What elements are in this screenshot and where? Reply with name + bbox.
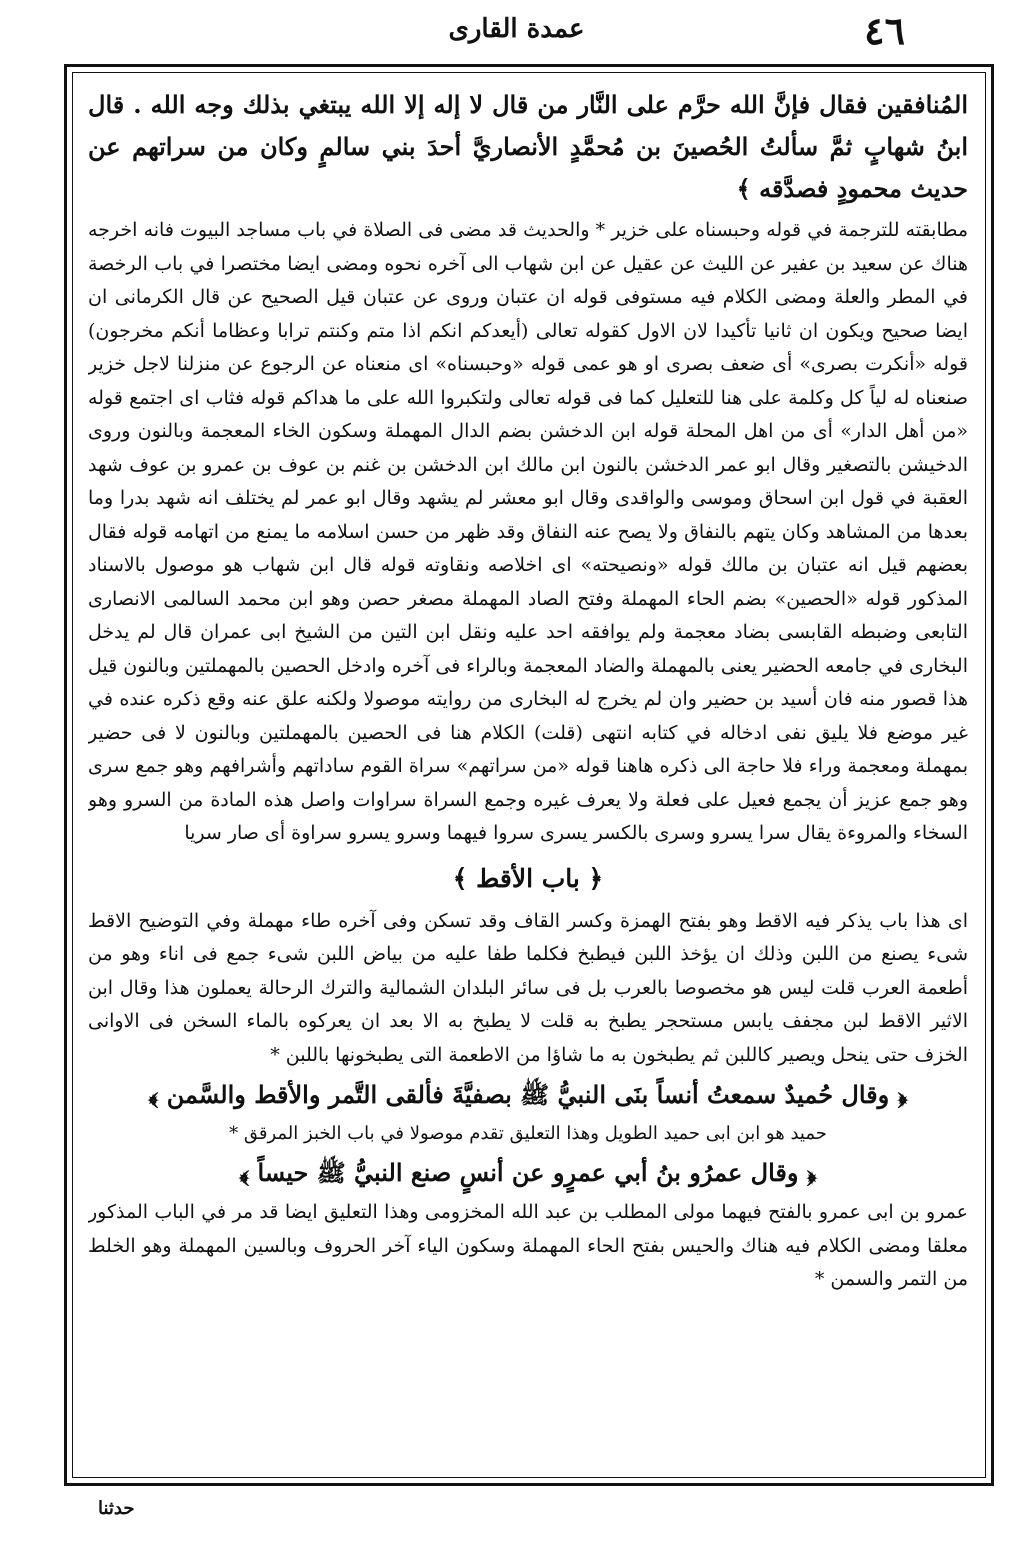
chapter-heading: ﴿ باب الأقط ﴾: [452, 863, 604, 893]
commentary-3: عمرو بن ابى عمرو بالفتح فيهما مولى المطلب بن عبد الله المخزومى وهذا التعليق ايضا قد مر في الباب المذكور معلقا ومضى الكلام فيه هناك والحيس بفتح الحاء المهملة وسكون الياء آخر الحروف وبالسين المهملة وهو الخلط من التمر والسمن *: [88, 1201, 968, 1290]
commentary-1: مطابقته للترجمة في قوله وحبسناه على خزير * والحديث قد مضى فى الصلاة في باب مساجد البيوت فانه اخرجه هناك عن سعيد بن عفير عن الليث عن عقيل عن ابن شهاب الى آخره نحوه ومضى ايضا مختصرا في باب الرخصة في المطر والعلة ومضى الكلام فيه مستوفى قوله ان عتبان وروى عن عتبان قيل الصحيح عن قال الكرمانى ان ايضا صحيح ويكون ان ثانيا تأكيدا لان الاول كقوله تعالى (أيعدكم انكم اذا متم وكنتم ترابا وعظاما أنكم مخرجون) قوله «أنكرت بصرى» أى ضعف بصرى او هو عمى قوله «وحبسناه» اى منعناه عن الرجوع عن منزلنا لاجل خزير صنعناه له لياً كل وكلمة على هنا للتعليل كما فى قوله تعالى ولتكبروا الله على ما هداكم قوله فثاب اى اجتمع قوله «من أهل الدار» أى من اهل المحلة قوله ابن الدخشن بضم الدال المهملة وسكون الخاء المعجمة وبالنون وروى الدخيشن بالتصغير وقال ابو عمر الدخشن بالنون ابن مالك ابن الدخشن بن غنم بن عوف بن عمرو بن عوف شهد العقبة في قول ابن اسحاق وموسى والواقدى وقال ابو معشر لم يشهد وقال ابو عمر لم يختلف انه شهد بدرا وما بعدها من المشاهد وكان يتهم بالنفاق ولا يصح عنه النفاق وقد ظهر من حسن اسلامه ما يمنع من اتهامه قوله فقال بعضهم قيل انه عتبان بن مالك قوله «ونصيحته» اى اخلاصه ونقاوته قوله قال ابن شهاب هو موصول بالاسناد المذكور قوله «الحصين» بضم الحاء المهملة وفتح الصاد المهملة مصغر حصن وهو ابن محمد السالمى الانصارى التابعى وضبطه القابسى بضاد معجمة ولم يوافقه احد عليه ونقل ابن التين من الشيخ ابى عمران قال لم يدخل البخارى في جامعه الحضير يعنى بالمهملة والضاد المعجمة وبالراء فى آخره وادخل الحصين بالمهملتين وبالنون قيل هذا قصور منه فان أسيد بن حضير وان لم يخرج له البخارى من روايته موصولا ولكنه علق عنه وقع ذكره عنده في غير موضع فلا يليق نفى ادخاله في كتابه انتهى (قلت) الكلام هنا فى الحصين بالمهملتين وبالنون لا فى حضير بمهملة ومعجمة وراء فلا حاجة الى ذكره هاهنا قوله «من سراتهم» سراة القوم ساداتهم وأشرافهم وهو جمع سرى وهو جمع عزيز أن يجمع فعيل على فعلة ولا يعرف غيره وجمع السراة سراوات واصل هذه المادة من السرو وهو السخاء والمروءة يقال سرا يسرو وسرى بالكسر يسرى سروا فيهما وسرو يسرو سراوة أى صار سريا: [88, 219, 968, 844]
commentary-2: اى هذا باب يذكر فيه الاقط وهو بفتح الهمزة وكسر القاف وقد تسكن وفى آخره طاء مهملة وفي التوضيح الاقط شىء يصنع من اللبن وذلك ان يؤخذ اللبن فيطبخ فكلما طفا عليه من بياض اللبن شىء جمع فى اناء وهو من أطعمة العرب قلت ليس هو مخصوصا بالعرب بل فى سائر البلدان الشمالية والترك الرحالة يعملون هذا وقال ابن الاثير الاقط لبن مجفف يابس مستحجر يطبخ به قلت لا يطبخ به الا بعد ان يعركوه بالماء السخن فى الاوانى الخزف حتى ينحل ويصير كاللبن ثم يطبخون به ما شاؤا من الاطعمة التى يطبخونها باللبن *: [88, 909, 968, 1066]
page-body: [88, 84, 968, 1474]
page-header: [0, 0, 1033, 60]
hadith-text-2: ﴿ وقال حُميدٌ سمعتُ أنساً بنَى النبيُّ ﷺ بصفيَّةَ فألقى التَّمر والأقط والسَّمن ﴾: [148, 1080, 908, 1109]
catchword: حدثنا: [98, 1498, 135, 1519]
hadith-text-3: ﴿ وقال عمرُو بنُ أبي عمرٍو عن أنسٍ صنع النبيُّ ﷺ حيساً ﴾: [239, 1158, 817, 1187]
page-number: ٤٦: [864, 8, 905, 53]
commentary-note-2: حميد هو ابن ابى حميد الطويل وهذا التعليق تقدم موصولا في باب الخبز المرقق *: [229, 1123, 827, 1144]
running-title: عمدة القارى: [448, 14, 585, 44]
hadith-text-1: المُنافقين فقال فإنَّ الله حرَّم على النَّار من قال لا إله إلا الله يبتغي بذلك وجه الله . قال ابنُ شهابٍ ثمَّ سألتُ الحُصينَ بن مُحمَّدٍ الأنصاريَّ أحدَ بني سالمٍ وكان من سراتهم عن حديث محمودٍ فصدَّقه ﴾: [88, 90, 968, 203]
